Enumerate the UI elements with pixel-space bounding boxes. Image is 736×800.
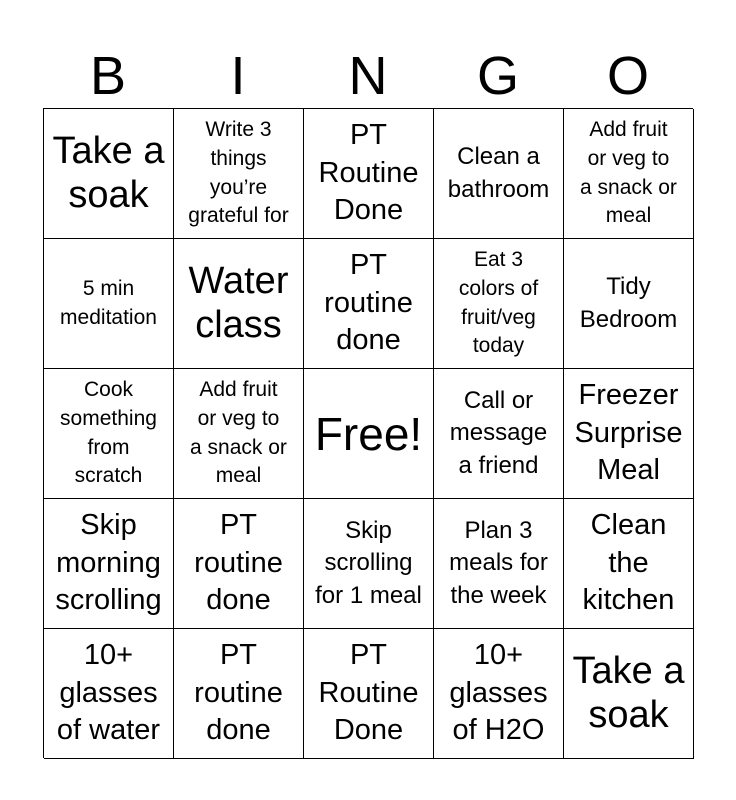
bingo-board bbox=[43, 108, 693, 758]
bingo-cell[interactable] bbox=[434, 369, 564, 499]
bingo-cell[interactable] bbox=[434, 109, 564, 239]
cell-text: Eat 3 colors of fruit/veg today bbox=[458, 247, 539, 358]
cell-text: 5 min meditation bbox=[60, 276, 157, 329]
free-space-cell[interactable] bbox=[304, 369, 434, 499]
cell-text: PT Routine Done bbox=[318, 118, 419, 227]
bingo-cell[interactable] bbox=[434, 239, 564, 369]
cell-text: Plan 3 meals for the week bbox=[449, 516, 548, 609]
cell-text: Cook something from scratch bbox=[60, 377, 157, 488]
cell-text: Clean the kitchen bbox=[582, 508, 675, 617]
cell-text: 10+ glasses of water bbox=[56, 638, 161, 747]
bingo-cell[interactable] bbox=[44, 109, 174, 239]
cell-text: Take a soak bbox=[572, 649, 685, 736]
bingo-cell[interactable] bbox=[44, 629, 174, 759]
bingo-cell[interactable] bbox=[564, 629, 694, 759]
bingo-cell[interactable] bbox=[434, 499, 564, 629]
bingo-cell[interactable] bbox=[564, 109, 694, 239]
header-letter-n: N bbox=[348, 46, 388, 106]
cell-text: PT Routine Done bbox=[318, 638, 419, 747]
cell-text: Water class bbox=[188, 259, 289, 346]
bingo-cell[interactable] bbox=[304, 499, 434, 629]
cell-text: Call or message a friend bbox=[449, 386, 548, 479]
bingo-cell[interactable] bbox=[44, 239, 174, 369]
cell-text: Clean a bathroom bbox=[447, 143, 550, 203]
cell-text: Add fruit or veg to a snack or meal bbox=[580, 117, 677, 228]
header-letter-g: G bbox=[476, 46, 519, 106]
cell-text: Write 3 things you’re grateful for bbox=[188, 117, 289, 228]
bingo-cell[interactable] bbox=[174, 629, 304, 759]
cell-text: Freezer Surprise Meal bbox=[574, 378, 683, 487]
cell-text: Take a soak bbox=[52, 129, 165, 216]
bingo-cell[interactable] bbox=[434, 629, 564, 759]
cell-text: Add fruit or veg to a snack or meal bbox=[190, 377, 287, 488]
free-space-text: Free! bbox=[314, 407, 423, 460]
cell-text: Tidy Bedroom bbox=[579, 273, 678, 333]
cell-text: Skip morning scrolling bbox=[55, 508, 162, 617]
bingo-cell[interactable] bbox=[174, 109, 304, 239]
bingo-cell[interactable] bbox=[304, 629, 434, 759]
bingo-header bbox=[43, 44, 693, 108]
cell-text: PT routine done bbox=[194, 638, 283, 747]
cell-text: Skip scrolling for 1 meal bbox=[315, 516, 422, 609]
bingo-cell[interactable] bbox=[564, 239, 694, 369]
header-letter-b: B bbox=[89, 46, 127, 106]
cell-text: PT routine done bbox=[324, 248, 413, 357]
bingo-cell[interactable] bbox=[304, 109, 434, 239]
bingo-cell[interactable] bbox=[44, 369, 174, 499]
bingo-cell[interactable] bbox=[44, 499, 174, 629]
cell-text: 10+ glasses of H2O bbox=[449, 638, 548, 747]
bingo-cell[interactable] bbox=[174, 369, 304, 499]
bingo-cell[interactable] bbox=[174, 239, 304, 369]
bingo-cell[interactable] bbox=[304, 239, 434, 369]
bingo-cell[interactable] bbox=[564, 499, 694, 629]
bingo-cell[interactable] bbox=[564, 369, 694, 499]
header-letter-o: O bbox=[606, 46, 649, 106]
cell-text: PT routine done bbox=[194, 508, 283, 617]
bingo-cell[interactable] bbox=[174, 499, 304, 629]
header-letter-i: I bbox=[230, 46, 246, 106]
